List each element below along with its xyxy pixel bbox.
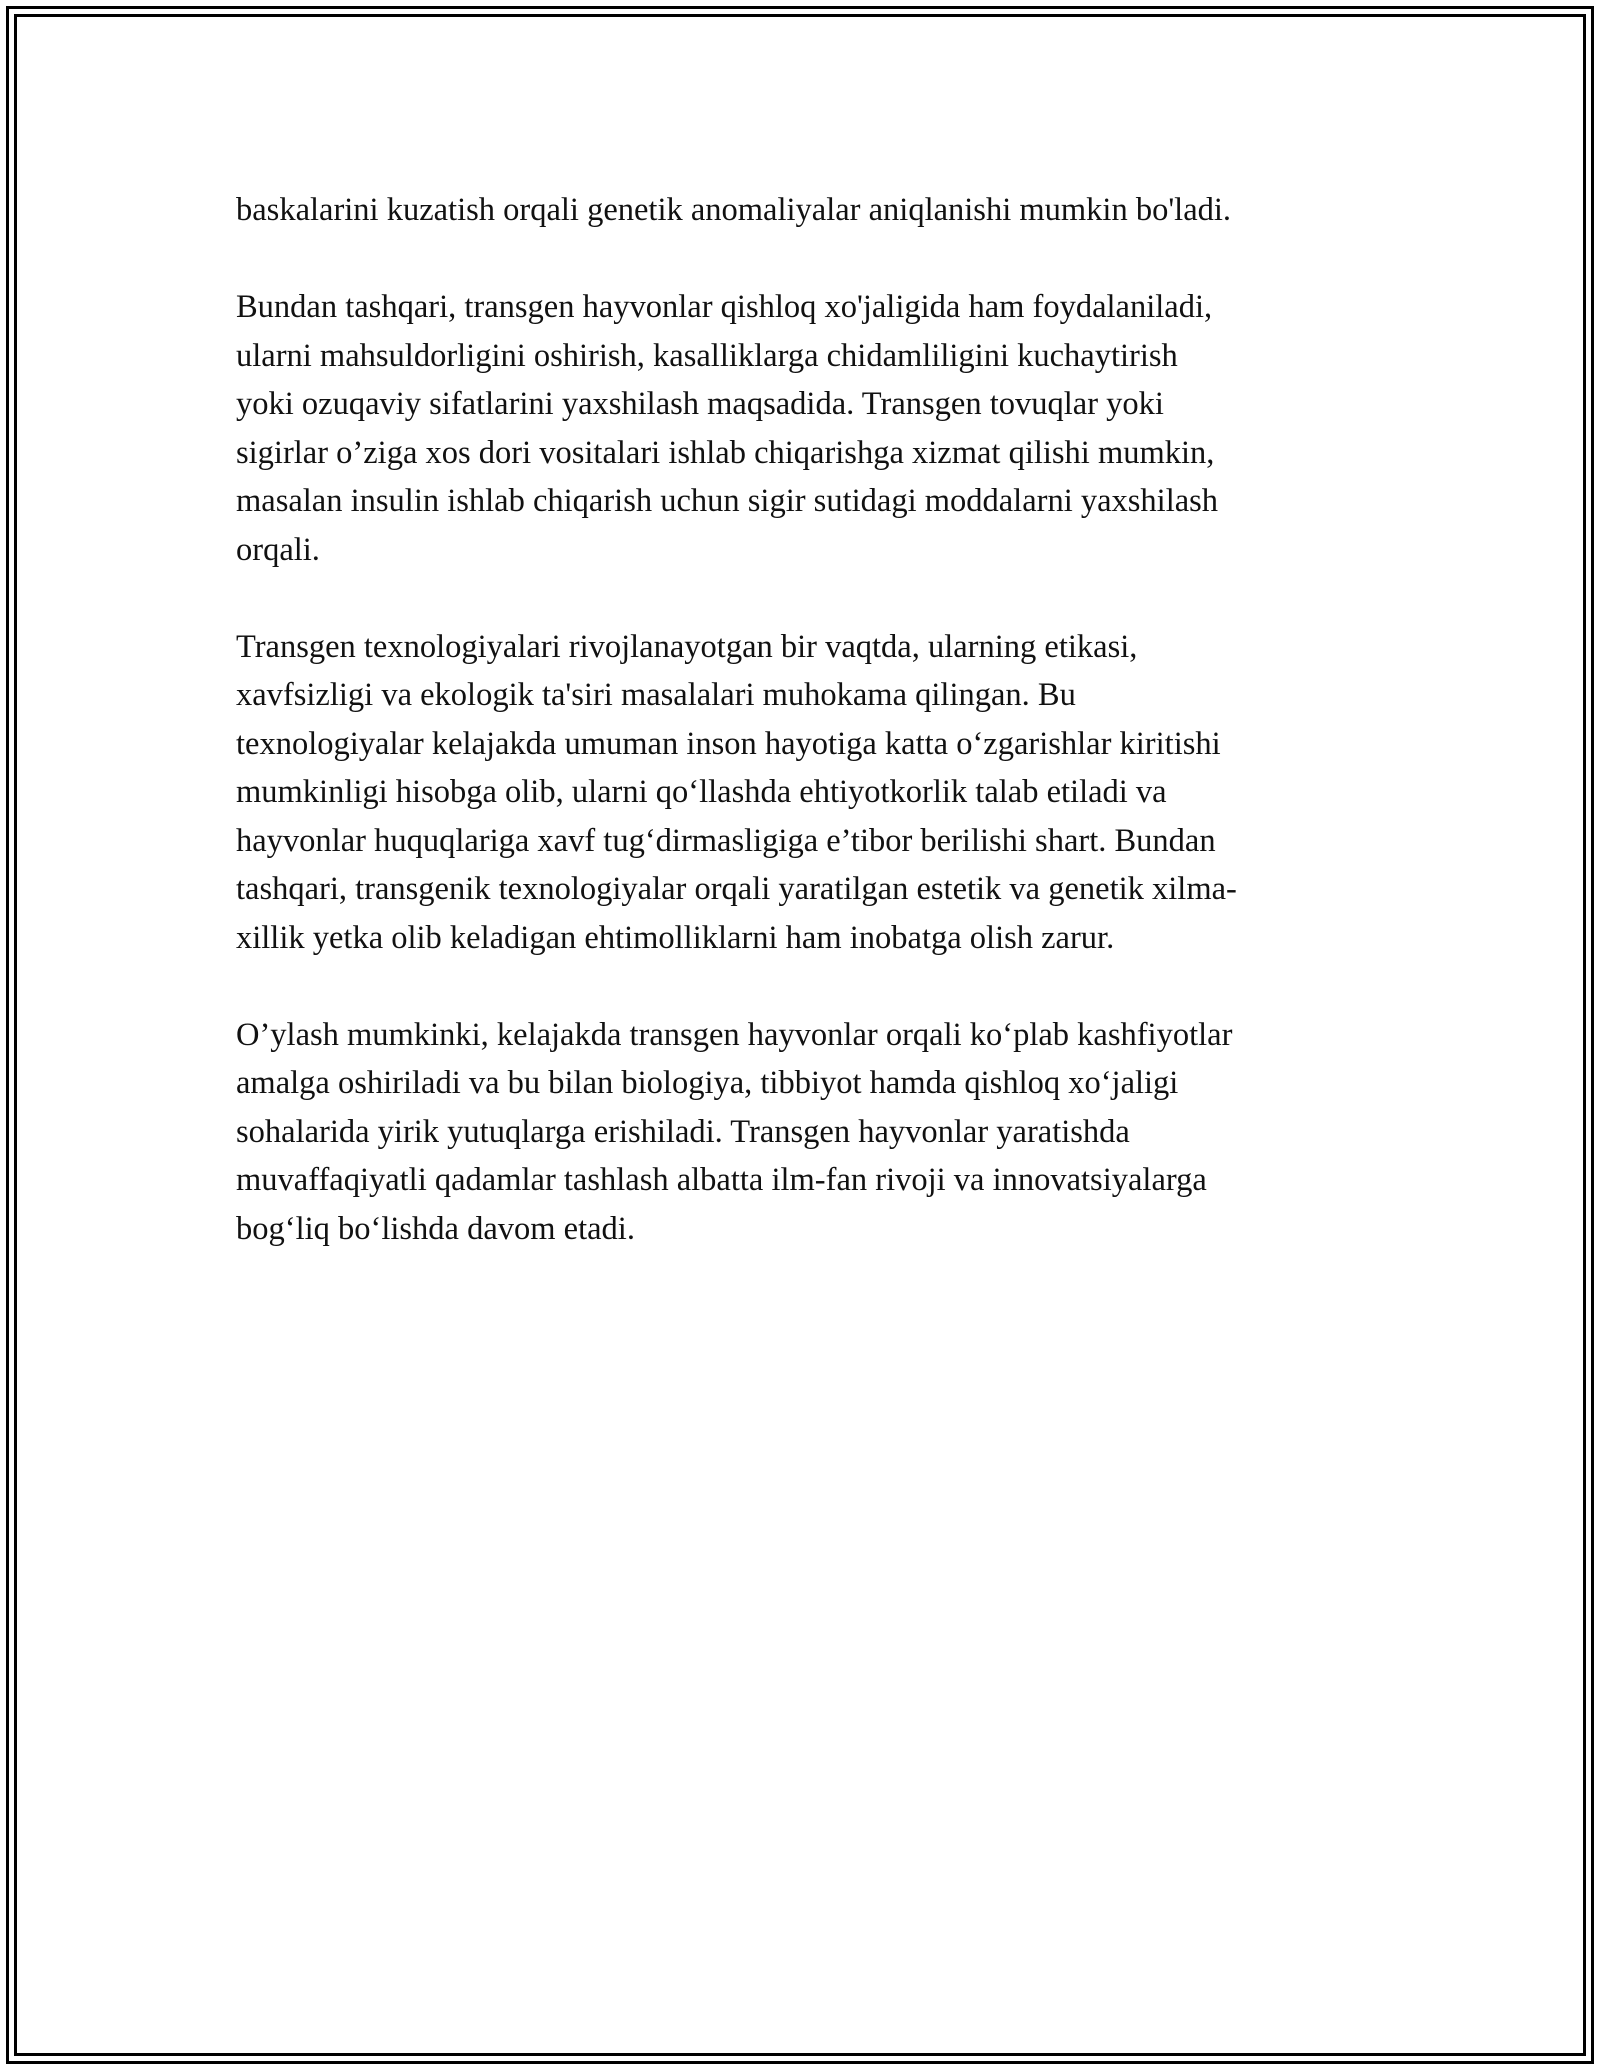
text-line: muvaffaqiyatli qadamlar tashlash albatta ilm-fan rivoji va innovatsiyalarga bbox=[236, 1162, 1207, 1198]
text-line: mumkinligi hisobga olib, ularni qo‘llashda ehtiyotkorlik talab etiladi va bbox=[236, 774, 1167, 810]
text-line: hayvonlar huquqlariga xavf tug‘dirmasligiga e’tibor berilishi shart. Bundan bbox=[236, 822, 1216, 859]
text-line: O’ylash mumkinki, kelajakda transgen hayvonlar orqali ko‘plab kashfiyotlar bbox=[236, 1016, 1233, 1053]
text-line: xillik yetka olib keladigan ehtimolliklarni ham inobatga olish zarur. bbox=[236, 919, 1115, 956]
paragraph bbox=[236, 1011, 1396, 1254]
document-body bbox=[236, 186, 1396, 1302]
text-line: xavfsizligi va ekologik ta'siri masalalari muhokama qilingan. Bu bbox=[236, 677, 1076, 713]
text-line: bog‘liq bo‘lishda davom etadi. bbox=[236, 1210, 635, 1247]
text-line: sigirlar o’ziga xos dori vositalari ishlab chiqarishga xizmat qilishi mumkin, bbox=[236, 434, 1215, 471]
paragraph bbox=[236, 186, 1396, 235]
text-line: baskalarini kuzatish orqali genetik anomaliyalar aniqlanishi mumkin bo'ladi. bbox=[236, 192, 1232, 228]
paragraph bbox=[236, 623, 1396, 963]
text-line: tashqari, transgenik texnologiyalar orqali yaratilgan estetik va genetik xilma- bbox=[236, 871, 1237, 907]
paragraph bbox=[236, 283, 1396, 574]
text-line: yoki ozuqaviy sifatlarini yaxshilash maqsadida. Transgen tovuqlar yoki bbox=[236, 386, 1164, 422]
text-line: masalan insulin ishlab chiqarish uchun sigir sutidagi moddalarni yaxshilash bbox=[236, 483, 1219, 519]
text-line: Transgen texnologiyalari rivojlanayotgan bir vaqtda, ularning etikasi, bbox=[236, 628, 1138, 665]
text-line: Bundan tashqari, transgen hayvonlar qishloq xo'jaligida ham foydalaniladi, bbox=[236, 289, 1213, 325]
text-line: sohalarida yirik yutuqlarga erishiladi. Transgen hayvonlar yaratishda bbox=[236, 1113, 1130, 1150]
text-line: ularni mahsuldorligini oshirish, kasalliklarga chidamliligini kuchaytirish bbox=[236, 337, 1178, 374]
text-line: texnologiyalar kelajakda umuman inson hayotiga katta o‘zgarishlar kiritishi bbox=[236, 725, 1221, 762]
text-line: amalga oshiriladi va bu bilan biologiya, tibbiyot hamda qishloq xo‘jaligi bbox=[236, 1065, 1179, 1101]
text-line: orqali. bbox=[236, 531, 320, 568]
